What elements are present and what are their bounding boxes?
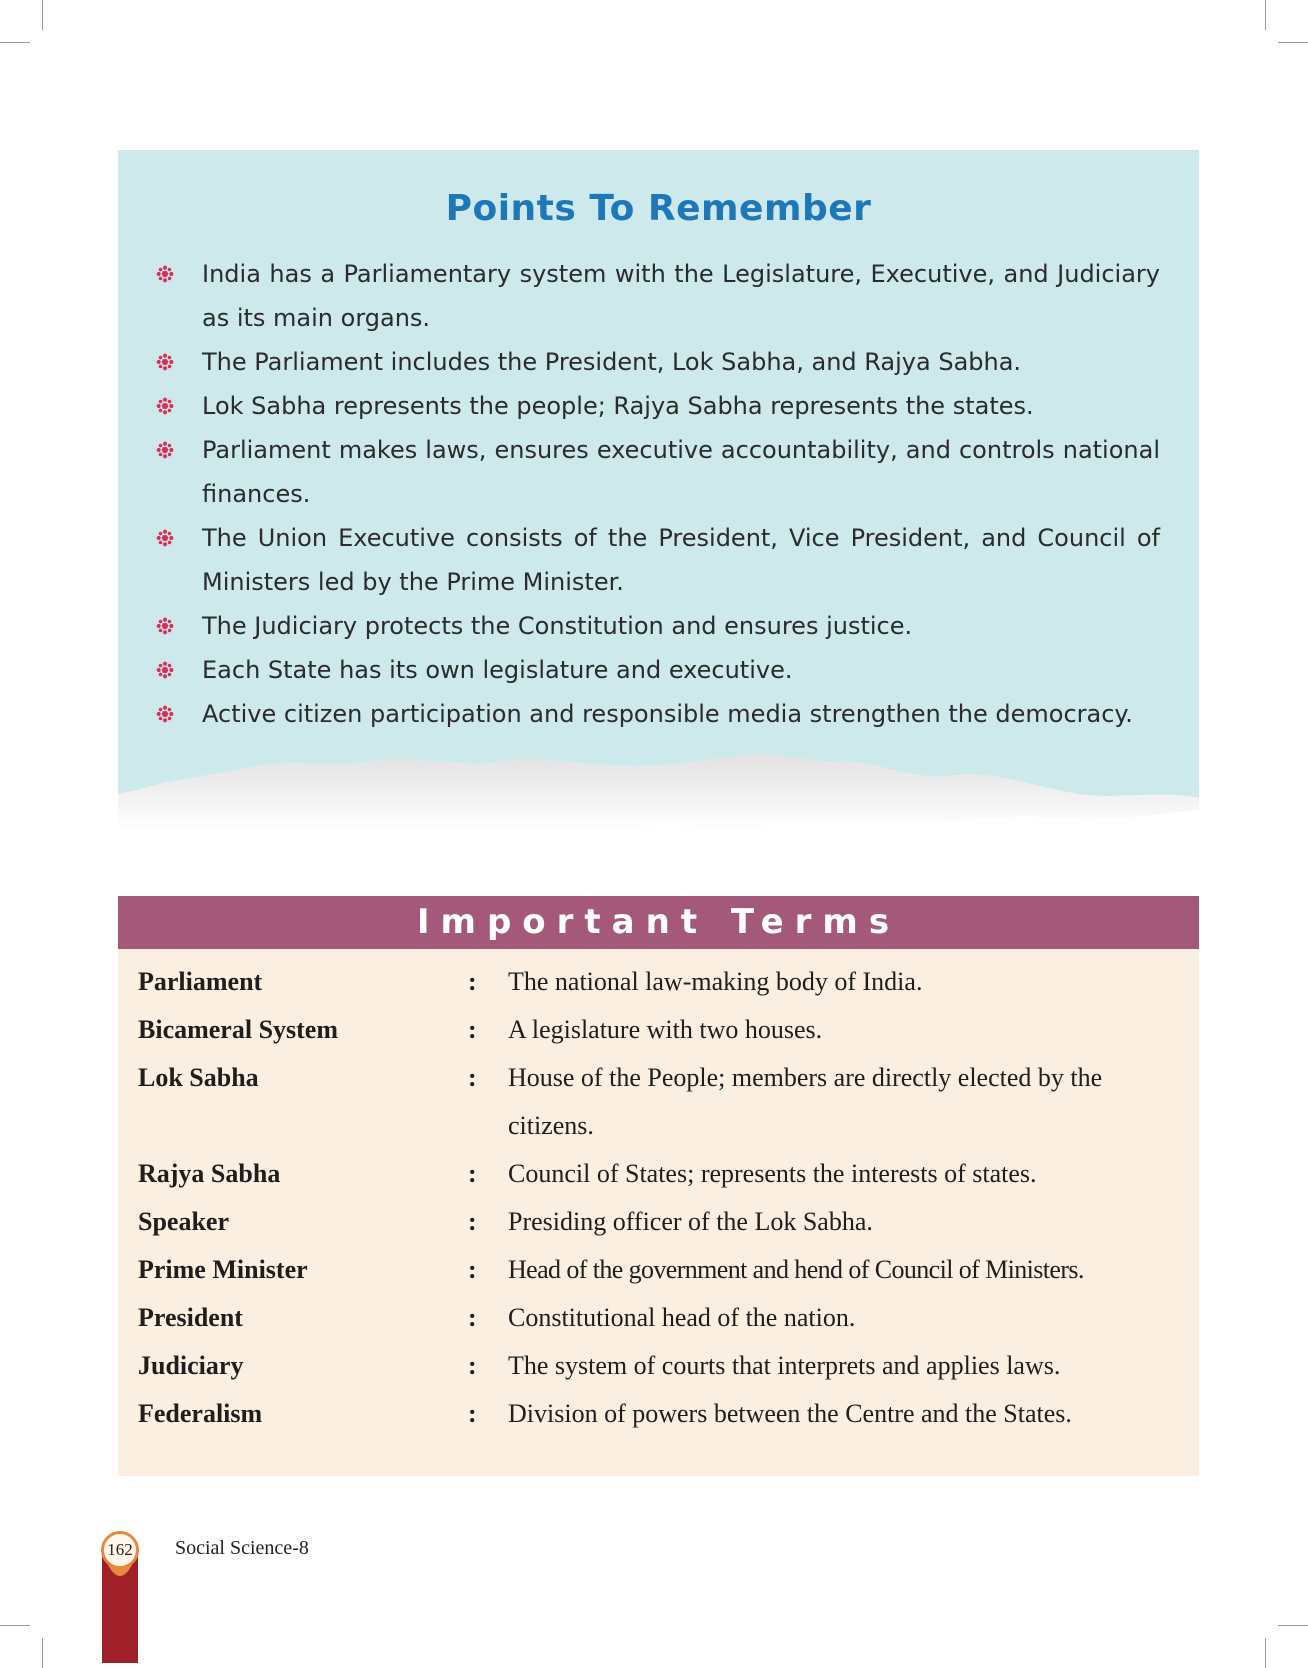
flower-bullet-icon: [156, 617, 174, 635]
term: Federalism: [138, 1399, 263, 1428]
page-number: 162: [101, 1531, 139, 1569]
table-row: [138, 1198, 1188, 1246]
points-to-remember-box: [118, 150, 1199, 850]
definition: House of the People; members are directly elected by the citizens.: [508, 1063, 1103, 1140]
term-separator: :: [468, 1159, 477, 1188]
point-text: The Union Executive consists of the President, Vice President, and Council of Ministers led by the Prime Minister.: [202, 524, 1160, 596]
point-text: The Judiciary protects the Constitution and ensures justice.: [202, 612, 913, 640]
flower-bullet-icon: [156, 529, 174, 547]
crop-mark: [1265, 1638, 1266, 1668]
term: Judiciary: [138, 1351, 244, 1380]
important-terms-box: [118, 896, 1199, 1476]
definition: Presiding officer of the Lok Sabha.: [508, 1207, 873, 1236]
term: Lok Sabha: [138, 1063, 259, 1092]
crop-mark: [0, 1625, 30, 1626]
list-item: [156, 340, 1160, 384]
list-item: [156, 692, 1160, 736]
term: Rajya Sabha: [138, 1159, 281, 1188]
table-row: [138, 1294, 1188, 1342]
crop-mark: [42, 1638, 43, 1668]
definition: Division of powers between the Centre and the States.: [508, 1399, 1072, 1428]
flower-bullet-icon: [156, 661, 174, 679]
table-row: [138, 1006, 1188, 1054]
list-item: [156, 428, 1160, 516]
term: Parliament: [138, 967, 263, 996]
term-separator: :: [468, 1303, 477, 1332]
definition: The national law-making body of India.: [508, 967, 923, 996]
point-text: The Parliament includes the President, Lok Sabha, and Rajya Sabha.: [202, 348, 1022, 376]
point-text: Active citizen participation and responsible media strengthen the democracy.: [202, 700, 1133, 728]
term: Prime Minister: [138, 1255, 308, 1284]
point-text: Each State has its own legislature and executive.: [202, 656, 793, 684]
term-separator: :: [468, 967, 477, 996]
term: President: [138, 1303, 243, 1332]
terms-table: [138, 958, 1188, 1438]
crop-mark: [1265, 0, 1266, 30]
table-row: [138, 1150, 1188, 1198]
list-item: [156, 252, 1160, 340]
point-text: Parliament makes laws, ensures executive accountability, and controls national finances.: [202, 436, 1160, 508]
term-separator: :: [468, 1255, 477, 1284]
crop-mark: [1278, 42, 1308, 43]
flower-bullet-icon: [156, 265, 174, 283]
list-item: [156, 648, 1160, 692]
points-list: [156, 252, 1160, 736]
term-separator: :: [468, 1063, 477, 1092]
term-separator: :: [468, 1399, 477, 1428]
table-row: [138, 1054, 1188, 1150]
term-separator: :: [468, 1207, 477, 1236]
list-item: [156, 604, 1160, 648]
crop-mark: [42, 0, 43, 30]
flower-bullet-icon: [156, 705, 174, 723]
definition: Constitutional head of the nation.: [508, 1303, 856, 1332]
definition: The system of courts that interprets and applies laws.: [508, 1351, 1061, 1380]
flower-bullet-icon: [156, 441, 174, 459]
book-title: Social Science-8: [175, 1537, 309, 1559]
list-item: [156, 384, 1160, 428]
list-item: [156, 516, 1160, 604]
definition: Head of the government and hend of Council of Ministers.: [508, 1255, 1084, 1284]
flower-bullet-icon: [156, 397, 174, 415]
crop-mark: [0, 42, 30, 43]
terms-title: Important Terms: [118, 896, 1199, 949]
term: Speaker: [138, 1207, 229, 1236]
term-separator: :: [468, 1351, 477, 1380]
term-separator: :: [468, 1015, 477, 1044]
table-row: [138, 1390, 1188, 1438]
term: Bicameral System: [138, 1015, 339, 1044]
point-text: Lok Sabha represents the people; Rajya Sabha represents the states.: [202, 392, 1034, 420]
table-row: [138, 958, 1188, 1006]
crop-mark: [1278, 1625, 1308, 1626]
points-title: Points To Remember: [445, 188, 872, 229]
point-text: India has a Parliamentary system with the Legislature, Executive, and Judiciary as its main organs.: [202, 260, 1160, 332]
table-row: [138, 1342, 1188, 1390]
flower-bullet-icon: [156, 353, 174, 371]
table-row: [138, 1246, 1188, 1294]
definition: Council of States; represents the interests of states.: [508, 1159, 1037, 1188]
definition: A legislature with two houses.: [508, 1015, 823, 1044]
